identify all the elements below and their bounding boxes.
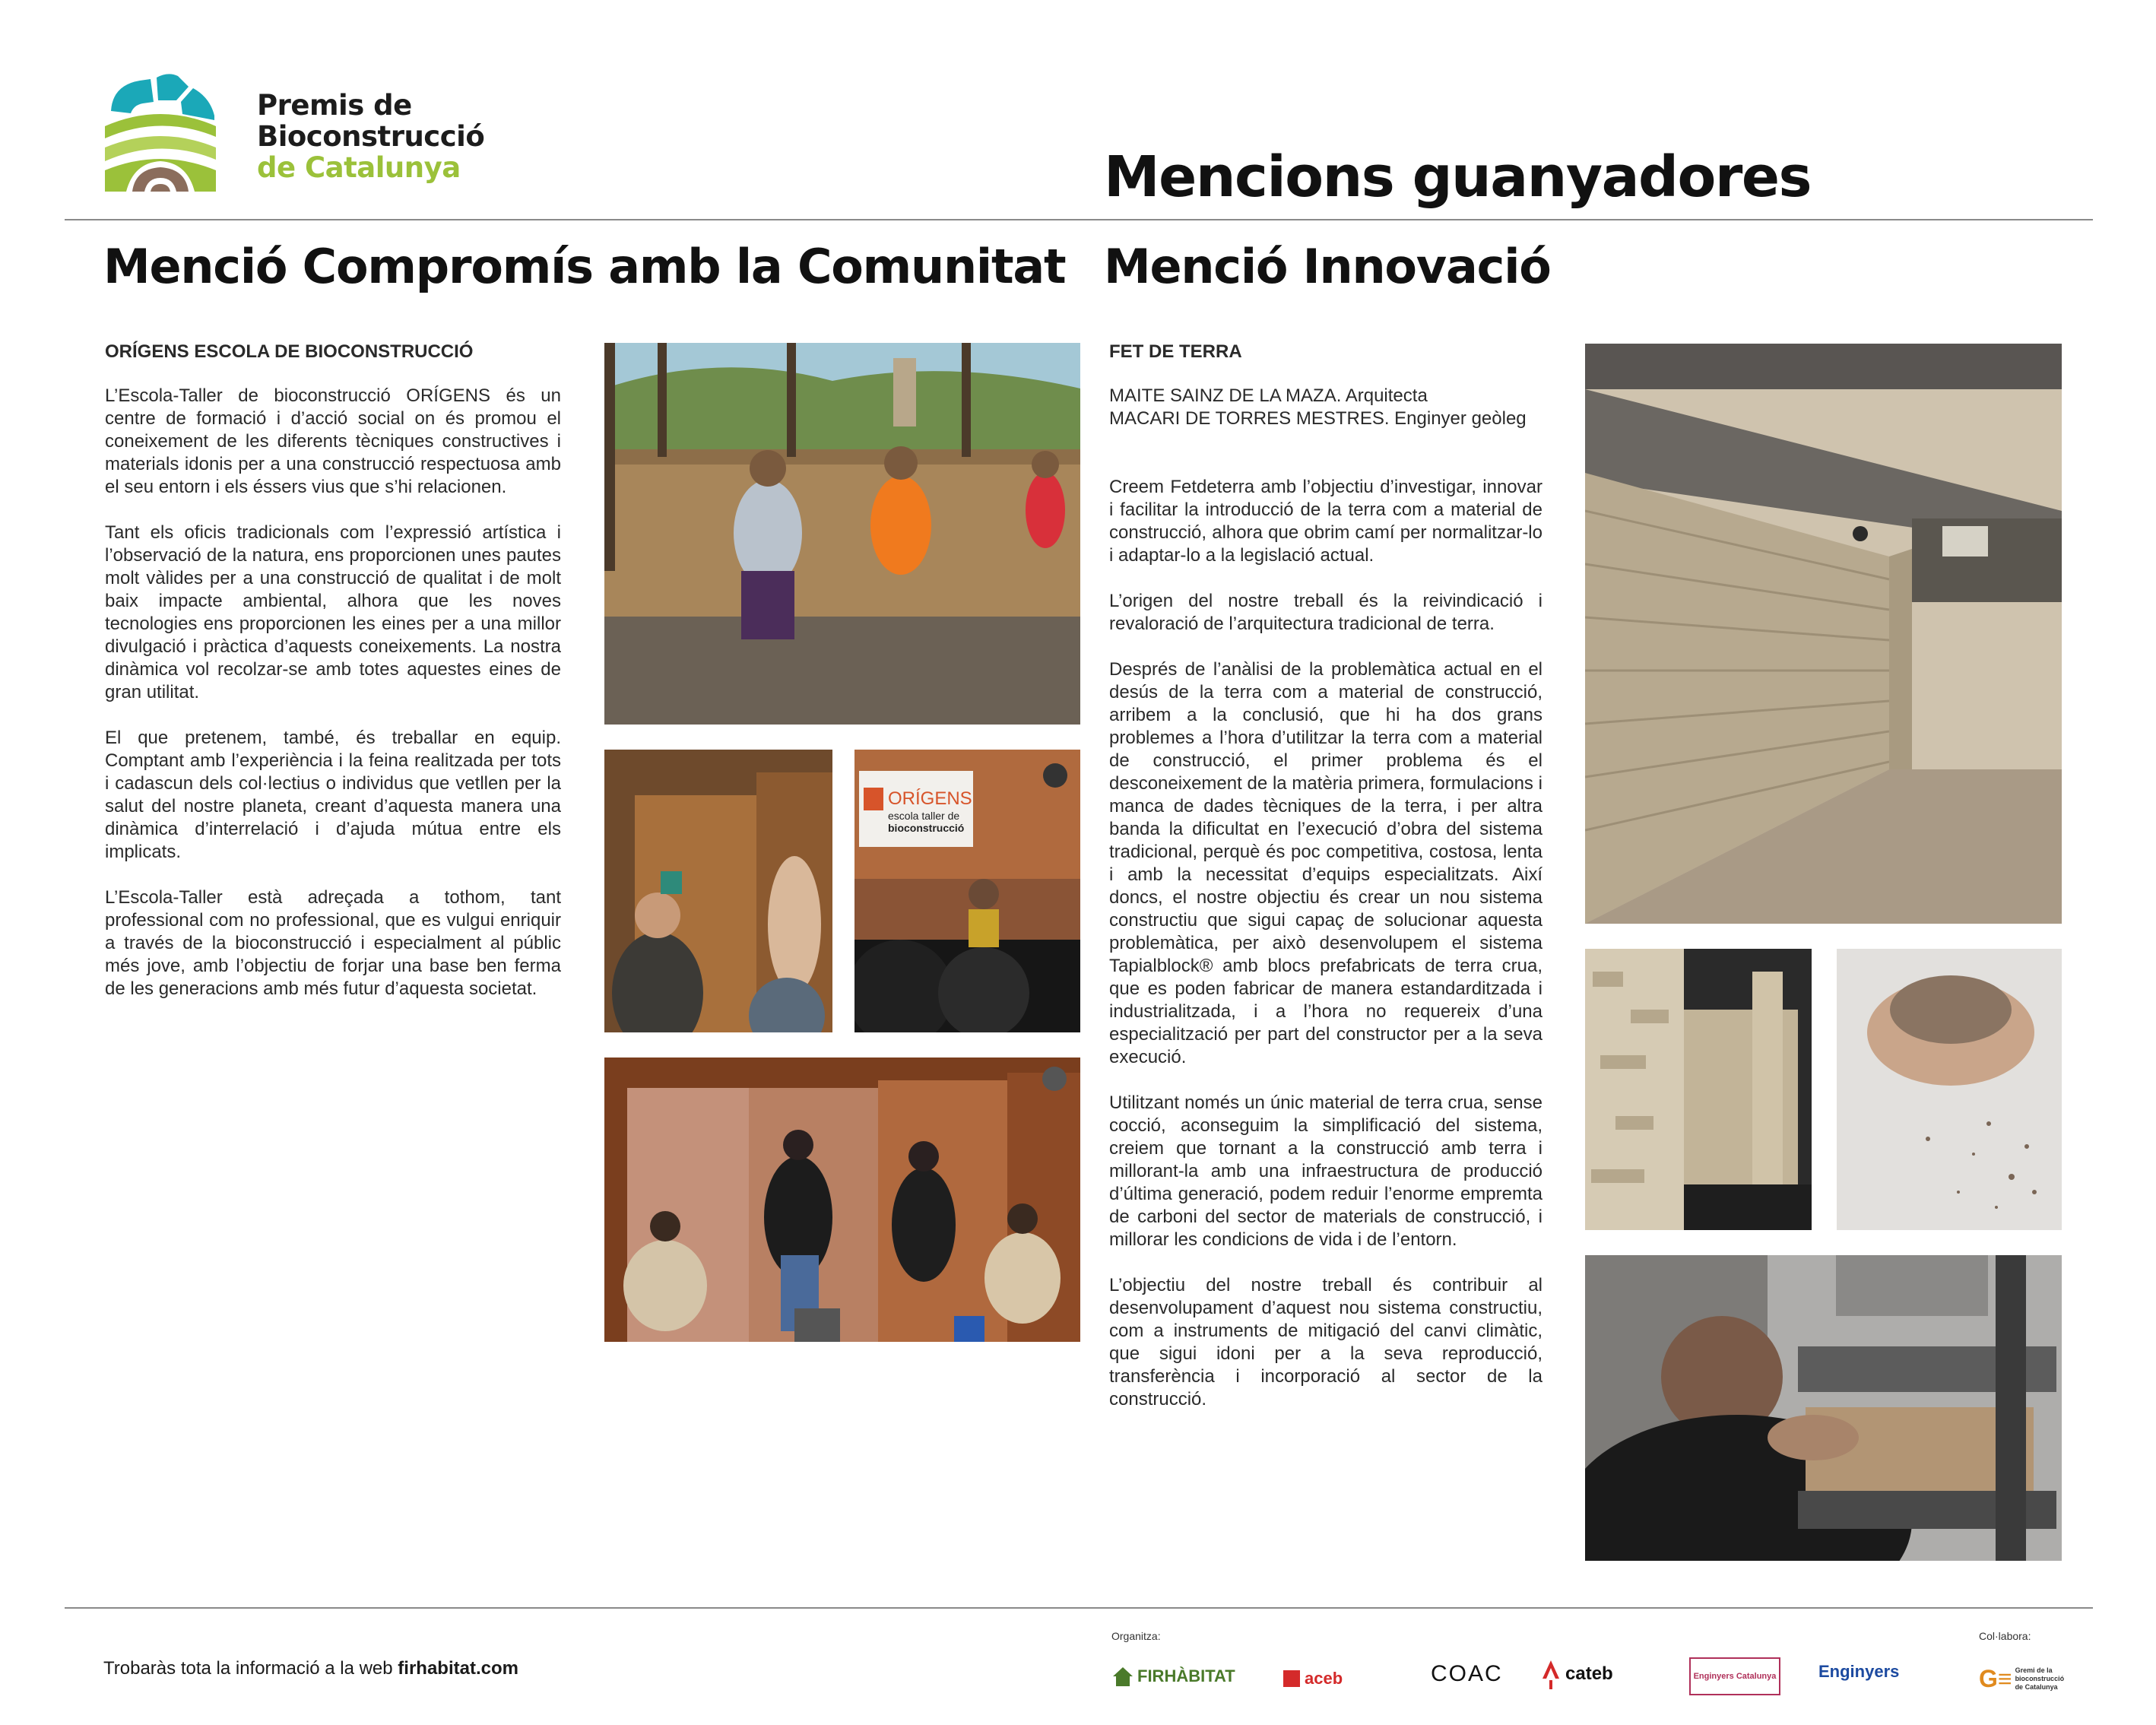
header-divider bbox=[65, 219, 2093, 220]
photo-group-plastering bbox=[604, 1058, 1080, 1342]
author-line: MACARI DE TORRES MESTRES. Enginyer geòleg bbox=[1109, 408, 1527, 429]
collabora-label: Col·labora: bbox=[1979, 1630, 2031, 1642]
sponsor-name: FIRHÀBITAT bbox=[1137, 1666, 1235, 1685]
sponsor-name: Gremi de la bioconstrucció de Catalunya bbox=[2015, 1666, 2065, 1691]
photo-block-walls bbox=[1585, 949, 1812, 1230]
left-paragraph: Tant els oficis tradicionals com l’expressió artística i l’observació de la natura, ens proporcionen unes pautes molt vàlides per a una construcció de qualitat i de molt baix impacte ambiental, alhora que les noves tecnologies ens proporcionen les eines per a una millor divulgació i pràctica d’aquests coneixements. La nostra dinàmica vol recolzar-se amb totes aquestes eines de gran utilitat. bbox=[105, 522, 561, 702]
logo bbox=[103, 71, 217, 193]
footer-url-link[interactable]: firhabitat.com bbox=[398, 1658, 518, 1679]
sponsor-firhabitat bbox=[1111, 1665, 1235, 1688]
footer-divider bbox=[65, 1607, 2093, 1609]
photo-plastering-wall bbox=[604, 343, 1080, 725]
sponsor-name: cateb bbox=[1565, 1663, 1613, 1684]
left-subhead: ORÍGENS ESCOLA DE BIOCONSTRUCCIÓ bbox=[105, 341, 474, 362]
right-paragraph: L’origen del nostre treball és la reivindicació i revaloració de l’arquitectura tradicional de terra. bbox=[1109, 591, 1542, 634]
left-section-title: Menció Compromís amb la Comunitat bbox=[103, 239, 1066, 294]
left-paragraph: L’Escola-Taller de bioconstrucció ORÍGENS és un centre de formació i d’acció social on és promou el coneixement de les diferents tècniques constructives i materials idonis per a una construcció respectuosa amb el seu entorn i els éssers vius que s’hi relacionen. bbox=[105, 385, 561, 497]
banner-subtitle-2: bioconstrucció bbox=[888, 822, 965, 834]
sponsor-name: Enginyers Catalunya bbox=[1693, 1672, 1777, 1681]
aceb-square-icon bbox=[1283, 1670, 1300, 1687]
sponsor-enginyers-catalunya bbox=[1689, 1657, 1780, 1695]
right-paragraph: Creem Fetdeterra amb l’objectiu d’investigar, innovar i facilitar la introducció de la terra com a material de construcció, alhora que obrim camí per normalitzar-lo i adaptar-lo a la legislació actual. bbox=[1109, 477, 1542, 566]
right-section-title: Menció Innovació bbox=[1104, 239, 1551, 294]
sponsor-name: aceb bbox=[1305, 1669, 1343, 1688]
sponsor-enginyers bbox=[1818, 1662, 1899, 1682]
right-paragraph: Utilitzant només un únic material de terra crua, sense cocció, aconseguim la simplificació del sistema, creiem que tornant a la construcció amb terra i millorant-la amb una infraestructura de producció d’última generació, podem reduir l’enorme empremta de carboni del sector de materials de construcció, i millorar les condicions de vida i de l’entorn. bbox=[1109, 1092, 1542, 1250]
right-subhead: FET DE TERRA bbox=[1109, 341, 1242, 362]
right-body bbox=[1109, 476, 1542, 1434]
logo-text bbox=[257, 90, 484, 183]
logo-line-2: Bioconstrucció bbox=[257, 120, 485, 153]
left-paragraph: L’Escola-Taller està adreçada a tothom, tant professional com no professional, que es vulgui enriquir a través de la bioconstrucció i especialment al públic més jove, amb l’objectiu de forjar una base ben ferma de les generacions amb més futur d’aquesta societat. bbox=[105, 887, 561, 999]
logo-line-3: de Catalunya bbox=[257, 151, 461, 184]
organitza-label: Organitza: bbox=[1111, 1630, 1161, 1642]
sponsor-gremi bbox=[1979, 1665, 2065, 1693]
left-paragraph: El que pretenem, també, és treballar en equip. Comptant amb l’experiència i la feina realitzada per tots i cadascun dels col·lectius o individus que vetllen per la salut del nostre planeta, creant d’aquesta manera una dinàmica d’interrelació i d’ajuda mútua entre els implicats. bbox=[105, 728, 561, 862]
photo-block-press bbox=[1585, 1255, 2062, 1561]
photo-workshop-wall bbox=[604, 750, 832, 1032]
sponsor-coac bbox=[1431, 1661, 1503, 1687]
photo-origens-talk bbox=[854, 750, 1080, 1032]
cateb-a-icon bbox=[1541, 1659, 1561, 1689]
banner-title: ORÍGENS bbox=[888, 788, 972, 809]
logo-line-1: Premis de bbox=[257, 89, 412, 122]
footer-info-text: Trobaràs tota la informació a la web bbox=[103, 1658, 398, 1679]
photo-earth-block-interior bbox=[1585, 344, 2062, 924]
sponsor-cateb bbox=[1541, 1659, 1613, 1689]
sponsor-name: Enginyers bbox=[1818, 1662, 1900, 1681]
sponsor-aceb bbox=[1283, 1669, 1343, 1689]
sponsor-name: COAC bbox=[1431, 1661, 1503, 1686]
right-paragraph: Després de l’anàlisi de la problemàtica actual en el desús de la terra com a material de construcció, arribem a la conclusió, que hi ha dos grans problemes a l’hora d’utilitzar la terra com a material de construcció, el primer problema és el desconeixement de la matèria primera, formulacions i manca de dades tècniques de la terra, i per altra banda la dificultat en l’execució d’obra del sistema tradicional, perquè és poc competitiva, costosa, lenta i amb la necessitat d’equips especialitzats. Així doncs, el nostre objectiu és crear un nou sistema constructiu que sigui capaç de solucionar aquesta problemàtica, per això desenvolupem el sistema Tapialblock® amb blocs prefabricats de terra crua, que es poden fabricar de manera estandarditzada i industrialitzada, i a l’hora no requereix d’una especialització per part del constructor per a la seva execució. bbox=[1109, 659, 1542, 1067]
right-paragraph: L’objectiu del nostre treball és contribuir al desenvolupament d’aquest nou sistema constructiu, com a instruments de mitigació del canvi climàtic, que sigui idoni per a la seva reproducció, transferència i incorporació al sector de la construcció. bbox=[1109, 1275, 1542, 1409]
photo-hands-earth bbox=[1837, 949, 2062, 1230]
footer-info bbox=[103, 1658, 518, 1679]
left-body bbox=[105, 385, 561, 1023]
banner-subtitle: escola taller de bbox=[888, 810, 960, 822]
authors bbox=[1109, 385, 1550, 430]
house-icon bbox=[1111, 1665, 1134, 1688]
page-title: Mencions guanyadores bbox=[1104, 144, 1812, 210]
author-line: MAITE SAINZ DE LA MAZA. Arquitecta bbox=[1109, 385, 1428, 406]
logo-icon bbox=[103, 71, 217, 193]
gremi-logo-icon: G≡ bbox=[1979, 1665, 2012, 1692]
